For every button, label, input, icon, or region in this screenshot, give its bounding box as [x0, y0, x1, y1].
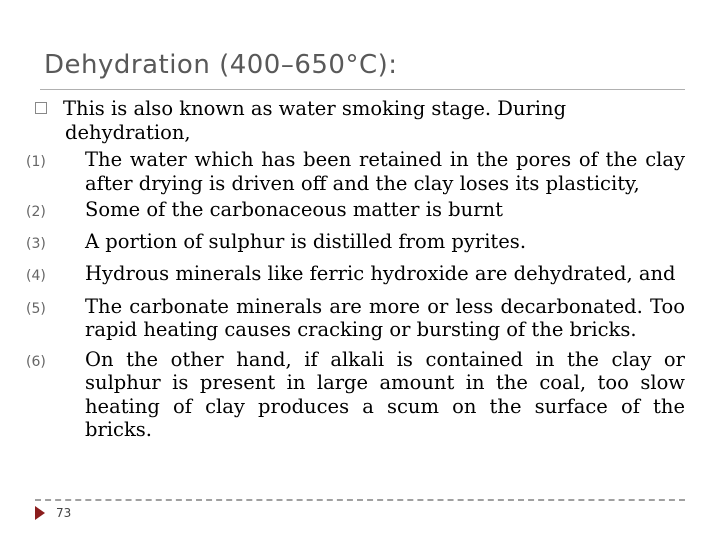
item-number: (2) [26, 204, 46, 220]
arrow-right-icon [35, 506, 45, 520]
list-item [14, 198, 685, 225]
title-divider [40, 89, 685, 90]
item-text: On the other hand, if alkali is contained in the clay or sulphur is present in large amount in the coal, too slow heating of clay produces a scum on the surface of the bricks. [85, 347, 685, 441]
item-text: The carbonate minerals are more or less decarbonated. Too rapid heating causes cracking or bursting of the bricks. [85, 294, 685, 341]
numbered-list [14, 148, 685, 442]
item-number: (6) [26, 353, 46, 370]
intro-first-line: This is also known as water smoking stage. During [63, 97, 567, 120]
intro-paragraph [30, 97, 675, 145]
list-item [14, 262, 685, 289]
intro-continuation: dehydration, [65, 121, 191, 144]
slide-title: Dehydration (400–650°C): [44, 50, 398, 80]
square-bullet-icon [35, 102, 47, 114]
item-text: Hydrous minerals like ferric hydroxide are dehydrated, and [85, 262, 676, 285]
list-item [14, 348, 685, 442]
footer-divider [35, 499, 685, 501]
item-number: (1) [26, 154, 46, 170]
item-text: The water which has been retained in the pores of the clay after drying is driven off and the clay loses its plasticity, [85, 148, 685, 195]
item-text: A portion of sulphur is distilled from pyrites. [85, 229, 527, 253]
list-item [14, 230, 685, 257]
item-number: (5) [26, 300, 46, 317]
item-number: (3) [26, 235, 46, 252]
page-number: 73 [56, 506, 72, 520]
item-text: Some of the carbonaceous matter is burnt [85, 198, 503, 221]
list-item [14, 295, 685, 342]
list-item [14, 148, 685, 195]
item-number: (4) [26, 268, 46, 284]
